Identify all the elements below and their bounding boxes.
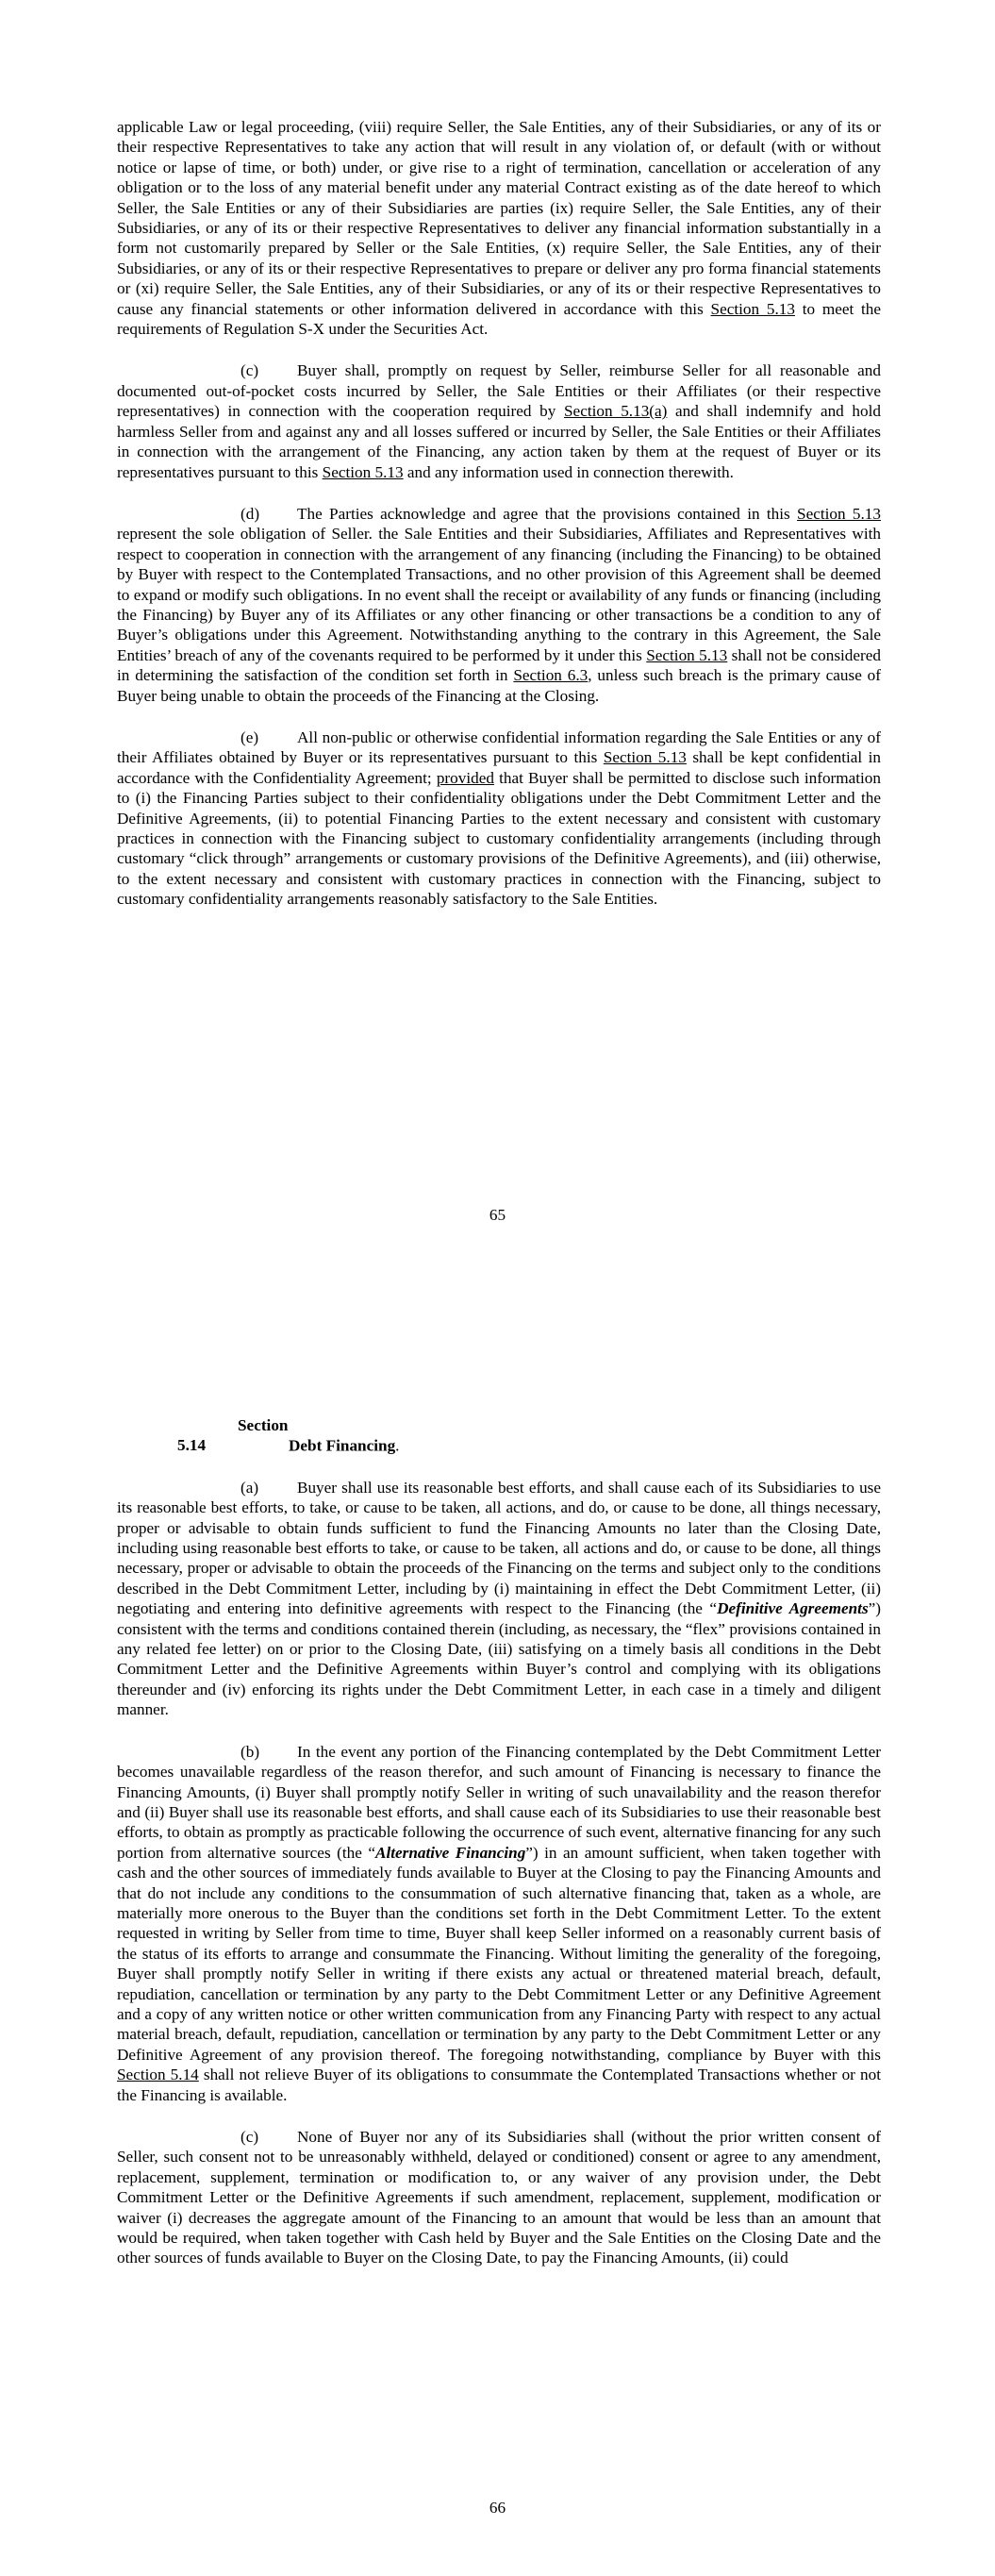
page-65-body (117, 117, 881, 910)
heading-period: . (395, 1436, 400, 1455)
proviso-term: provided (436, 768, 494, 787)
paragraph-c (117, 360, 881, 481)
text: All non-public or otherwise confidential information regarding the Sale Entities or any of their Affiliates obtained by Buyer or its representatives pursuant to this (117, 728, 881, 767)
text: Buyer shall, promptly on request by Seller, reimburse Seller for all reasonable and documented out-of-pocket costs incurred by Seller, the Sale Entities or their Affiliates (or their respective representatives) in connection with the cooperation required by (117, 361, 881, 421)
text: The Parties acknowledge and agree that the provisions contained in this (297, 504, 798, 523)
text: Buyer shall use its reasonable best efforts, and shall cause each of its Subsidiaries to use its reasonable best efforts, to take, or cause to be taken, all actions, and do, or cause to be done, all things necessary, proper or advisable to obtain funds sufficient to fund the Financing Amounts no later than the Closing Date, including using reasonable best efforts to take, or cause to be taken, all actions and do, or cause to be done, all things necessary, proper or advisable to obtain the proceeds of the Financing on the terms and subject only to the conditions described in the Debt Commitment Letter, including by (i) maintaining in effect the Debt Commitment Letter, (ii) negotiating and entering into definitive agreements with respect to the Financing (the “ (117, 1478, 881, 1618)
section-number: Section 5.14 (177, 1416, 289, 1455)
clause-label: (a) (240, 1478, 259, 1497)
text: shall be kept confidential in accordance with the Confidentiality Agreement; (117, 748, 881, 787)
section-reference: Section 5.13 (646, 645, 728, 664)
clause-label: (d) (240, 504, 260, 523)
section-reference: Section 5.14 (117, 2066, 199, 2084)
clause-label: (b) (240, 1742, 260, 1761)
text: to meet the requirements of Regulation S-X under the Securities Act. (117, 299, 881, 339)
text: ”) in an amount sufficient, when taken together with cash and the other sources of immediately funds available to Buyer at the Closing to pay the Financing Amounts and that do not include any conditions to the consummation of such alternative financing that, taken as a whole, are materially more onerous to the Buyer than the conditions set forth in the Debt Commitment Letter. To the extent requested in writing by Seller from time to time, Buyer shall keep Seller informed on a reasonably current basis of the status of its efforts to arrange and consummate the Financing. Without limiting the generality of the foregoing, Buyer shall promptly notify Seller in writing if there exists any actual or threatened material breach, default, repudiation, cancellation or termination by any party to the Debt Commitment Letter or any Definitive Agreement and a copy of any written notice or other written communication from any Financing Party with respect to any actual material breach, default, repudiation, cancellation or termination by any party to the Debt Commitment Letter or any Definitive Agreement of any provision thereof. The foregoing notwithstanding, compliance by Buyer with this (117, 1843, 881, 2064)
text: and any information used in connection therewith. (403, 462, 734, 481)
section-reference: Section 6.3 (513, 666, 589, 685)
paragraph-c-66 (117, 2127, 881, 2268)
section-reference: Section 5.13(a) (564, 402, 668, 421)
section-reference: Section 5.13 (710, 299, 795, 318)
paragraph-a (117, 1478, 881, 1720)
paragraph-e (117, 728, 881, 910)
text: applicable Law or legal proceeding, (viii) require Seller, the Sale Entities, any of their Subsidiaries, or any of its or their respective Representatives to take any action that will result in any violation of, or default (with or without notice or lapse of time, or both) under, or give rise to a right of termination, cancellation or acceleration of any obligation or to the loss of any material benefit under any material Contract existing as of the date hereof to which Seller, the Sale Entities or any of their Subsidiaries are parties (ix) require Seller, the Sale Entities, any of their Subsidiaries, or any of its or their respective Representatives to deliver any financial information substantially in a form not customarily prepared by Seller or the Sale Entities, (x) require Seller, the Sale Entities, any of their Subsidiaries, or any of its or their respective Representatives to prepare or deliver any pro forma financial statements or (xi) require Seller, the Sale Entities, any of their Subsidiaries, or any of its or their respective Representatives to cause any financial statements or other information delivered in accordance with this (117, 118, 881, 318)
text: shall not relieve Buyer of its obligations to consummate the Contemplated Transactions whether or not the Financing is available. (117, 2066, 881, 2104)
paragraph-b (117, 1742, 881, 2105)
clause-label: (c) (240, 361, 259, 380)
text: represent the sole obligation of Seller. the Sale Entities and their Subsidiaries, Affiliates and Representatives with respect to cooperation in connection with the arrangement of any financing (including the Financing) to be obtained by Buyer with respect to the Contemplated Transactions, and no other provision of this Agreement shall be deemed to expand or modify such obligations. In no event shall the receipt or availability of any funds or financing (including the Financing) by Buyer any of its Affiliates or any other financing or other transactions be a condition to any of Buyer’s obligations under this Agreement. Notwithstanding anything to the contrary in this Agreement, the Sale Entities’ breach of any of the covenants required to be performed by it under this (117, 525, 881, 664)
text: In the event any portion of the Financing contemplated by the Debt Commitment Letter becomes unavailable regardless of the reason therefor, and such amount of Financing is necessary to finance the Financing Amounts, (i) Buyer shall promptly notify Seller in writing of such unavailability and the reason therefor and (ii) Buyer shall use its reasonable best efforts, and shall cause each of its Subsidiaries to use their reasonable best efforts, to obtain as promptly as practicable following the occurrence of such event, alternative financing for any such portion from alternative sources (the “ (117, 1742, 881, 1862)
text: None of Buyer nor any of its Subsidiaries shall (without the prior written consent of Seller, such consent not to be unreasonably withheld, delayed or conditioned) consent or agree to any amendment, replacement, supplement, termination or modification to, or any waiver of any provision under, the Debt Commitment Letter or the Definitive Agreements if such amendment, replacement, supplement, modification or waiver (i) decreases the aggregate amount of the Financing to an amount that would be less than an amount that would be required, when taken together with Cash held by Buyer and the Sale Entities on the Closing Date and the other sources of funds available to Buyer on the Closing Date, to pay the Financing Amounts, (ii) could (117, 2128, 881, 2267)
page-number-65: 65 (489, 1206, 506, 1224)
text: , unless such breach is the primary cause of Buyer being unable to obtain the proceeds of the Financing at the Closing. (117, 666, 881, 705)
section-reference: Section 5.13 (322, 462, 404, 481)
defined-term: Alternative Financing (374, 1843, 526, 1862)
text: shall not be considered in determining the satisfaction of the condition set forth in (117, 645, 881, 685)
page-66-body (117, 1415, 881, 2268)
text: that Buyer shall be permitted to disclose such information to (i) the Financing Parties subject to their confidentiality obligations under the Debt Commitment Letter and the Definitive Agreements, (ii) to potential Financing Parties to the extent necessary and consistent with customary practices in connection with the Financing subject to customary confidentiality arrangements (including through customary “click through” arrangements or customary provisions of the Definitive Agreements), and (iii) otherwise, to the extent necessary and consistent with customary practices in connection with the Financing, subject to customary confidentiality arrangements reasonably satisfactory to the Sale Entities. (117, 768, 881, 909)
section-reference: Section 5.13 (797, 504, 881, 523)
text: ”) consistent with the terms and conditions contained therein (including, as necessary, the “flex” provisions contained in any related fee letter) on or prior to the Closing Date, (iii) satisfying on a timely basis all conditions in the Debt Commitment Letter and the Definitive Agreements within Buyer’s control and complying with its obligations thereunder and (iv) enforcing its rights under the Debt Commitment Letter, in each case in a timely and diligent manner. (117, 1599, 881, 1719)
clause-label: (c) (240, 2128, 259, 2146)
section-title: Debt Financing (289, 1436, 396, 1455)
text: and shall indemnify and hold harmless Seller from and against any and all losses suffered or incurred by Seller, the Sale Entities or their Affiliates in connection with the arrangement of the Financing, any action taken by them at the request of Buyer or its representatives pursuant to this (117, 402, 881, 481)
defined-term: Definitive Agreements (717, 1599, 869, 1618)
clause-label: (e) (240, 728, 259, 746)
section-reference: Section 5.13 (603, 748, 687, 767)
section-heading (117, 1415, 881, 1456)
paragraph-d (117, 504, 881, 706)
paragraph-intro (117, 117, 881, 339)
page-number-66: 66 (489, 2499, 506, 2517)
